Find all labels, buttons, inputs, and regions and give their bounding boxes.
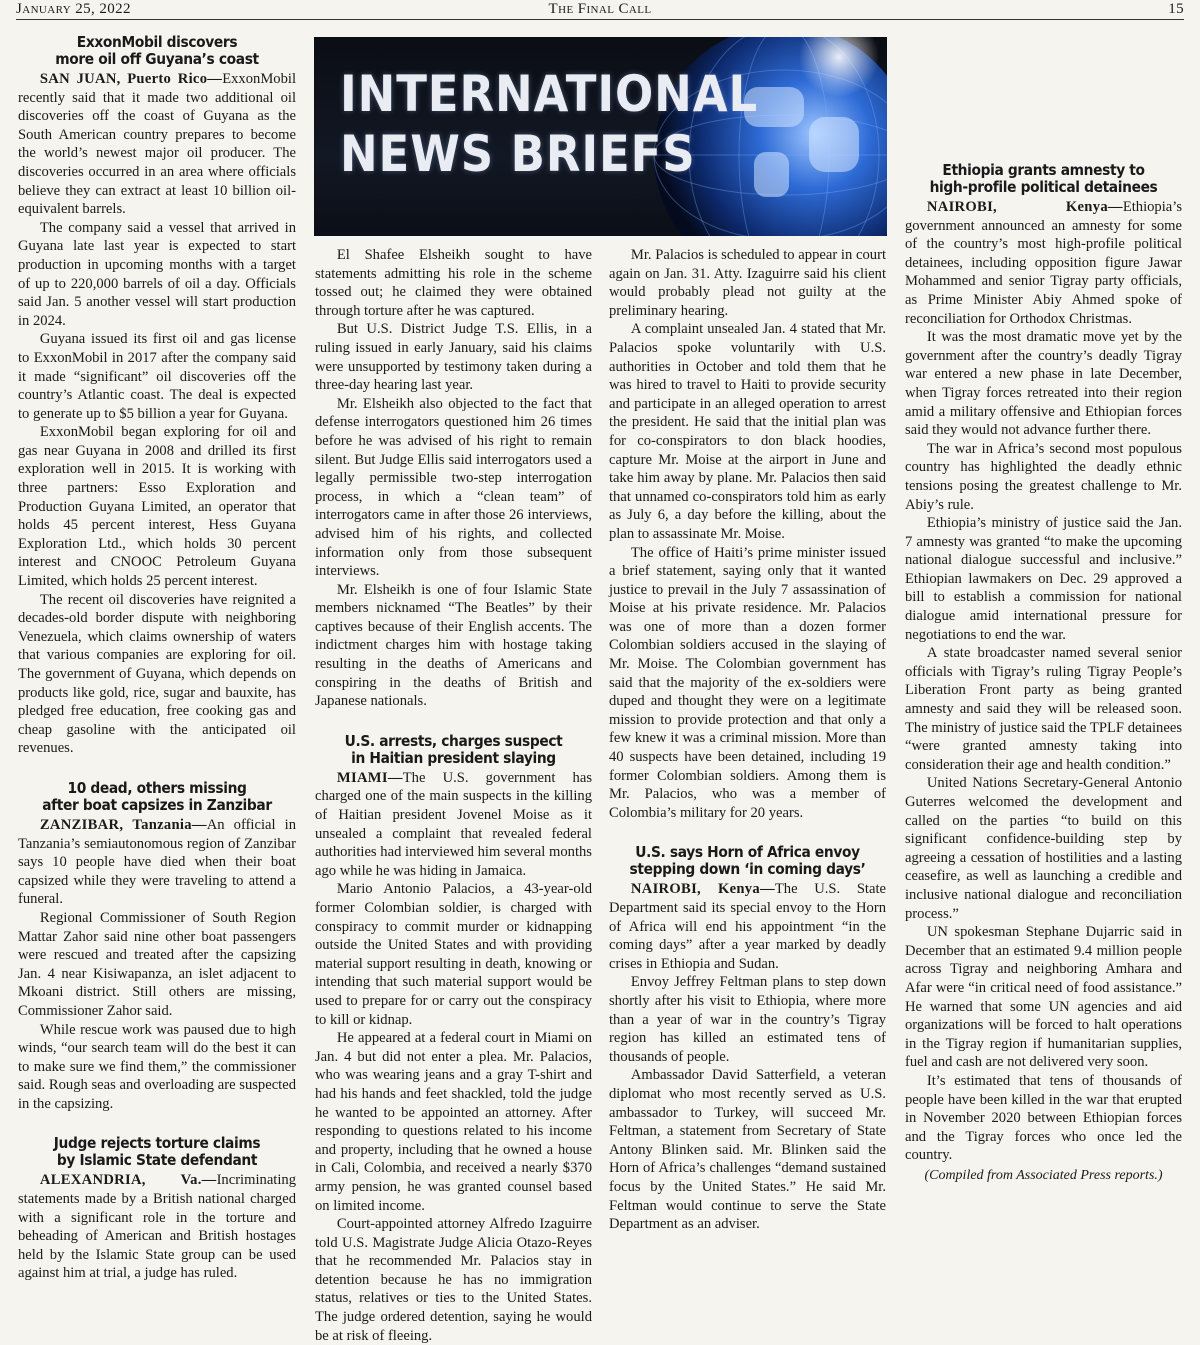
paragraph: Mr. Elsheikh is one of four Islamic State members nicknamed “The Beatles” by their captives because of their English accents. The indictment charges him with hostage taking resulting in the deaths of Americans and conspiring in the deaths of British and Japanese nationals. bbox=[315, 581, 592, 710]
headline-line: in Haitian president slaying bbox=[351, 748, 556, 767]
issue-date: January 25, 2022 bbox=[16, 1, 131, 17]
paragraph: El Shafee Elsheikh sought to have statements admitting his role in the scheme tossed out; he claimed they were obtained through torture after he was captured. bbox=[315, 247, 592, 319]
page-number: 15 bbox=[1168, 1, 1184, 17]
headline-line: 10 dead, others missing bbox=[67, 778, 247, 797]
headline-line: Ethiopia grants amnesty to bbox=[942, 161, 1145, 179]
paragraph: The recent oil discoveries have reignited a decades-old border dispute with neighboring Venezuela, which claims ownership of waters that various companies are exploring for oil. The government of Guyana, which depends on products like gold, rice, sugar and bauxite, has pledged free education, free cooking gas and cheap gasoline with the anticipated oil revenues. bbox=[18, 591, 296, 757]
paragraph: A state broadcaster named several senior officials with Tigray’s ruling Tigray People’s Liberation Front party as being granted amnesty and said they will be released soon. The ministry of justice said the TPLF detainees “were granted amnesty taking into consideration their age and health condition.” bbox=[905, 645, 1182, 773]
column-1 bbox=[18, 34, 296, 1283]
headline-line: stepping down ‘in coming days’ bbox=[629, 860, 866, 879]
paragraph bbox=[315, 769, 592, 881]
section-banner bbox=[314, 37, 887, 236]
paragraph-text: Incriminating statements made by a British national charged with a significant role in the torture and beheading of American and British hostages held by the Islamic State group can be used against him at trial, a judge has ruled. bbox=[18, 1172, 296, 1282]
column-3 bbox=[609, 246, 886, 1234]
column-4 bbox=[905, 34, 1182, 1185]
banner-title bbox=[340, 64, 758, 184]
paragraph-text: Ethiopia’s government announced an amnesty for some of the country’s most high-profile political detainees, including opposition figure Jawar Mohammed and senior Tigray party officials, as Prime Minister Abiy Ahmed spoke of reconciliation for Orthodox Christmas. bbox=[905, 199, 1182, 327]
paragraph: Mr. Elsheikh also objected to the fact that defense interrogators questioned him 26 times before he was advised of his right to remain silent. But Judge Ellis said interrogators used a legally permissible two-step interrogation process, in which a “clean team” of interrogators came in after those 26 interviews, advised him of his rights, and collected information only from those subsequent interviews. bbox=[315, 395, 592, 580]
paragraph: Ethiopia’s ministry of justice said the Jan. 7 amnesty was granted “to make the upcoming national dialogue successful and inclusive.” Ethiopian lawmakers on Dec. 29 approved a bill to establish a commission for national dialogue amid international pressure for negotiations to end the war. bbox=[905, 515, 1182, 643]
article-zanzibar bbox=[18, 780, 296, 1114]
paragraph: Ambassador David Satterfield, a veteran diplomat who most recently served as U.S. ambassador to Turkey, will succeed Mr. Feltman, a statement from Secretary of State Antony Blinken said. Mr. Blinken said the Horn of Africa’s challenges “demand sustained focus by the United States.” He said Mr. Feltman would continue to serve the State Department as an adviser. bbox=[609, 1067, 886, 1233]
paragraph: UN spokesman Stephane Dujarric said in December that an estimated 9.4 million people across Tigray and neighboring Amhara and Afar were “in critical need of food assistance.” He warned that some UN agencies and aid organizations will be forced to halt operations in the Tigray region if humanitarian supplies, fuel and cash are not delivered very soon. bbox=[905, 924, 1182, 1071]
paragraph: United Nations Secretary-General Antonio Guterres welcomed the development and called on the parties “to build on this significant confidence-building step by agreeing a cessation of hostilities and a lasting ceasefire, as well as launching a credible and inclusive national dialogue and reconciliation process.” bbox=[905, 775, 1182, 922]
paragraph: Regional Commissioner of South Region Mattar Zahor said nine other boat passengers were rescued and treated after the capsizing Jan. 4 near Kisiwapanza, an islet adjacent to Mkoani district. Still others are missing, Commissioner Zahor said. bbox=[18, 909, 296, 1019]
paragraph bbox=[609, 880, 886, 973]
headline-line: high-profile political detainees bbox=[929, 178, 1158, 196]
dateline: SAN JUAN, Puerto Rico— bbox=[39, 71, 223, 87]
headline bbox=[29, 34, 285, 68]
paragraph: The war in Africa’s second most populous country has highlighted the deadly ethnic tensions posing the greatest challenge to Mr. Abiy’s rule. bbox=[905, 440, 1182, 513]
banner-line-2: NEWS BRIEFS bbox=[340, 125, 696, 183]
article-torture bbox=[18, 1135, 296, 1283]
article-ethiopia bbox=[905, 162, 1182, 1185]
headline-line: U.S. says Horn of Africa envoy bbox=[635, 843, 860, 862]
article-envoy bbox=[609, 844, 886, 1233]
paragraph: A complaint unsealed Jan. 4 stated that Mr. Palacios spoke voluntarily with U.S. authorities in October and told them that he was hired to travel to Haiti to provide security and participate in an alleged operation to arrest the president. He said that the initial plan was for co-conspirators to don black hoodies, capture Mr. Moise at the airport in June and take him away by plane. Mr. Palacios then said that unnamed co-conspirators told him as early as July 6, a day before the killing, about the plan to assassinate Mr. Moise. bbox=[609, 321, 886, 542]
paragraph: ExxonMobil began exploring for oil and gas near Guyana in 2008 and drilled its first exploration well in 2015. It is working with three partners: Esso Exploration and Production Guyana Limited, an operator that holds 45 percent interest, Hess Guyana Exploration Ltd., which holds 30 percent interest and CNOOC Petroleum Guyana Limited, which holds 25 percent interest. bbox=[18, 424, 296, 590]
paragraph: The company said a vessel that arrived in Guyana late last year is expected to start production in upcoming months with a target of up to 220,000 barrels of oil a day. Officials said Jan. 5 another vessel will start production in 2024. bbox=[18, 219, 296, 329]
dateline: NAIROBI, Kenya— bbox=[630, 881, 775, 898]
dateline: NAIROBI, Kenya— bbox=[926, 199, 1123, 215]
paragraph bbox=[18, 1171, 296, 1283]
banner-line-1: INTERNATIONAL bbox=[340, 65, 759, 123]
paragraph: Envoy Jeffrey Feltman plans to step down shortly after his visit to Ethiopia, where more than a year of war in the country’s Tigray region has killed an estimated tens of thousands of people. bbox=[609, 974, 886, 1065]
paragraph: The office of Haiti’s prime minister issued a brief statement, saying only that it wanted justice to prevail in the July 7 assassination of Moise at his private residence. Mr. Palacios was one of more than a dozen former Colombian soldiers accused in the slaying of Mr. Moise. The Colombian government has said that the majority of the ex-soldiers were duped and thought they were on a legitimate mission to provide protection and that only a few knew it was a criminal mission. More than 40 suspects have been detained, including 19 former Colombian soldiers. Among them is Mr. Palacios, who was a member of Colombia’s military for 20 years. bbox=[609, 544, 886, 821]
paragraph: Mr. Palacios is scheduled to appear in court again on Jan. 31. Atty. Izaguirre said his client would probably plead not guilty at the preliminary hearing. bbox=[609, 247, 886, 319]
article-haiti bbox=[315, 733, 592, 1345]
paragraph bbox=[905, 198, 1182, 328]
headline-line: by Islamic State defendant bbox=[56, 1151, 258, 1170]
paragraph: He appeared at a federal court in Miami on Jan. 4 but did not enter a plea. Mr. Palacios, who was wearing jeans and a gray T-shirt and had his hands and feet shackled, told the judge he wanted to be appointed an attorney. After responding to questions related to his income and property, including that he owned a house in Cali, Colombia, and received a nearly $370 army pension, he was granted counsel based on limited income. bbox=[315, 1030, 592, 1214]
paragraph bbox=[18, 816, 296, 909]
headline bbox=[916, 162, 1171, 196]
paragraph: While rescue work was paused due to high winds, “our search team will do the best it can to make sure we find them,” the commissioner said. Rough seas and overloading are suspected in the capsizing. bbox=[18, 1021, 296, 1112]
headline bbox=[326, 733, 581, 767]
source-credit: (Compiled from Associated Press reports.) bbox=[924, 1167, 1163, 1183]
masthead bbox=[16, 0, 1184, 20]
column-2 bbox=[315, 246, 592, 1345]
paragraph: Court-appointed attorney Alfredo Izaguirre told U.S. Magistrate Judge Alicia Otazo-Reyes that he recommended Mr. Palacios stay in detention because he has no immigration status, relatives or ties to the United States. The judge ordered detention, saying he would be at risk of fleeing. bbox=[315, 1216, 592, 1344]
paragraph-text: ExxonMobil recently said that it made two additional oil discoveries off the coast of Guyana as the South American country prepares to become the world’s newest major oil producer. The discoveries occurred in an area where officials believe they can extract at least 10 billion oil-equivalent barrels. bbox=[18, 71, 296, 218]
headline bbox=[29, 780, 285, 814]
paragraph: But U.S. District Judge T.S. Ellis, in a ruling issued in early January, said his claims were unsupported by testimony taken during a three-day hearing last year. bbox=[315, 321, 592, 394]
headline-line: more oil off Guyana’s coast bbox=[55, 50, 259, 68]
headline bbox=[29, 1135, 285, 1169]
paragraph: It’s estimated that tens of thousands of people have been killed in the war that erupted in November 2020 between Ethiopian forces and the Tigray forces who once led the country. bbox=[905, 1072, 1182, 1164]
paragraph-text: The U.S. State Department said its special envoy to the Horn of Africa will end his appointment “in the coming days” after a year marked by deadly crises in Ethiopia and Sudan. bbox=[609, 881, 886, 972]
publication-name: The Final Call bbox=[548, 1, 652, 17]
headline bbox=[620, 844, 875, 878]
paragraph-text: The U.S. government has charged one of the main suspects in the killing of Haitian president Jovenel Moise as it unsealed a complaint that revealed federal authorities had interviewed him several months ago while he was hiding in Jamaica. bbox=[315, 769, 592, 879]
headline-line: Judge rejects torture claims bbox=[53, 1134, 261, 1153]
paragraph: It was the most dramatic move yet by the government after the country’s deadly Tigray war entered a new phase in late December, when Tigray forces retreated into their region amid a military offensive and Ethiopian forces said they would not advance further there. bbox=[905, 329, 1182, 439]
article-exxon bbox=[18, 34, 296, 758]
paragraph: Guyana issued its first oil and gas license to ExxonMobil in 2017 after the company said it made “significant” oil discoveries off the country’s Atlantic coast. The deal is expected to generate up to $5 billion a year for Guyana. bbox=[18, 331, 296, 422]
paragraph bbox=[18, 70, 296, 219]
headline-line: ExxonMobil discovers bbox=[76, 33, 238, 51]
paragraph: Mario Antonio Palacios, a 43-year-old former Colombian soldier, is charged with conspiracy to commit murder or kidnapping outside the United States and with providing material support resulting in death, knowing or intending that such material support would be used to prepare for or carry out the conspiracy to kill or kidnap. bbox=[315, 881, 592, 1028]
dateline: ZANZIBAR, Tanzania— bbox=[39, 816, 207, 833]
headline-line: U.S. arrests, charges suspect bbox=[344, 731, 563, 750]
dateline: MIAMI— bbox=[336, 769, 403, 786]
dateline: ALEXANDRIA, Va.— bbox=[39, 1172, 217, 1189]
headline-line: after boat capsizes in Zanzibar bbox=[42, 795, 272, 814]
paragraph-text: An official in Tanzania’s semiautonomous region of Zanzibar says 10 people have died when their boat capsized while they were traveling to attend a funeral. bbox=[18, 816, 296, 908]
